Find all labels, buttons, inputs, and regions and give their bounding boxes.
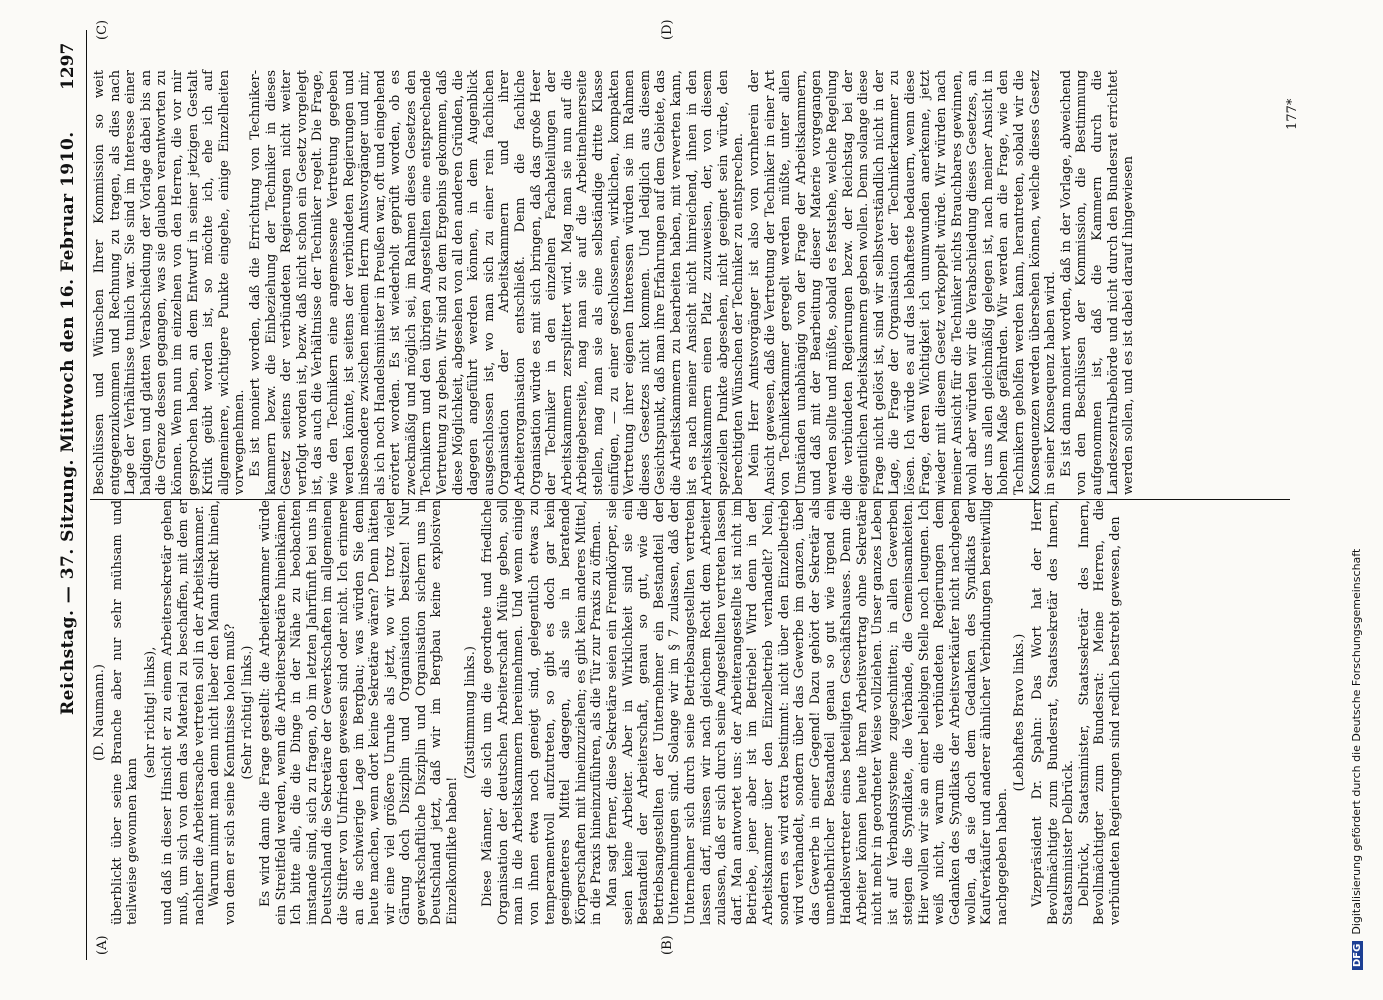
paragraph: überblickt über seine Branche aber nur sehr mühsam und teilweise gewonnen kann (109, 500, 141, 925)
paragraph: Es wird dann die Frage gestellt: die Arbeiterkammer würde ein Streitfeld werden, wenn die Arbeitersekretäre hineinkämen. Ich bitte alle, die die Dinge in der Nähe zu beobachten imstande sind, sich zu fragen, ob im letzten Jahrfünft bei uns in Deutschland die Sekretäre der Gewerkschaften im allgemeinen die Stifter von Unfrieden gewesen sind oder nicht. Ich erinnere an die schwierige Lage im Bergbau; was würden Sie denn heute machen, wenn dort keine Sekretäre wären? Denn hätten wir eine viel größere Unruhe als jetzt, wo wir trotz vieler Gärung doch Disziplin und Organisation besitzen! Nur gewerkschaftliche Disziplin und Organisation sichern uns in Deutschland jetzt, daß wir im Bergbau keine explosiven Einzelkonflikte haben! (257, 500, 461, 925)
interjection: (Sehr richtig! links.) (240, 645, 256, 780)
paragraph: Vizepräsident Dr. Spahn: Das Wort hat der Herr Bevollmächtigte zum Bundesrat, Staatssekretär des Innern, Staatsminister Delbrück. (1030, 500, 1077, 925)
paragraph: und daß in dieser Hinsicht er zu einem Arbeitersekretär gehen muß, um sich von dem das Material zu beschaffen, mit dem er nachher die Arbeitersache vertreten soll in der Arbeitskammer. (160, 500, 207, 925)
paragraph: Es ist moniert worden, daß die Errichtung von Technikerkammern bezw. die Einbeziehung der Techniker in dieses Gesetz seitens der verbündeten Regierungen nicht weiter verfolgt worden ist, bezw. daß nicht schon ein Gesetz vorgelegt ist, das auch die Verhältnisse der Techniker regelt. Die Frage, wie den Technikern eine angemessene Vertretung gegeben werden könnte, ist seitens der verbündeten Regierungen und insbesondere zwischen meinem Herrn Amtsvorgänger und mir, als ich noch Handelsminister in Preußen war, oft und eingehend erörtert worden. Es ist wiederholt geprüft worden, ob es zweckmäßig und möglich sei, im Rahmen dieses Gesetzes den Technikern und den übrigen Angestellten eine entsprechende Vertretung zu geben. Wir sind zu dem Ergebnis gekommen, daß diese Möglichkeit, abgesehen von all den anderen Gründen, die dagegen angeführt werden können, in dem Augenblick ausgeschlossen ist, wo man sich zu einer rein fachlichen Organisation der Arbeitskammern und ihrer Arbeiterorganisation entschließt. Denn die fachliche Organisation würde es mit sich bringen, daß das große Heer der Techniker in den einzelnen Fachabteilungen der Arbeitskammern zersplittert wird. Mag man sie nun auf die Arbeitgeberseite, mag man sie auf die Arbeitnehmerseite stellen, mag man sie als eine selbständige dritte Klasse einfügen, — zu einer geschlossenen, wirklichen, kompakten Vertretung ihrer eigenen Interessen würden sie im Rahmen dieses Gesetzes nicht kommen. Und lediglich aus diesem Gesichtspunkt, daß man ihre Erfahrungen auf dem Gebiete, das die Arbeitskammern zu bearbeiten haben, mit verwerten kann, ist es nach meiner Ansicht nicht hinreichend, ihnen in den Arbeitskammern einen Platz zuzuweisen, der, von diesem speziellen Punkte abgesehen, nicht geeignet sein würde, den berechtigten Wünschen der Techniker zu entsprechen. (247, 70, 747, 495)
paragraph: Mein Herr Amtsvorgänger ist also von vornherein der Ansicht gewesen, daß die Vertretung der Techniker in einer Art von Technikerkammer geregelt werden müßte, unter allen Umständen unabhängig von der Frage der Arbeitskammern, und daß mit der Bearbeitung dieser Materie vorgegangen werden sollte und müßte, sobald es feststehe, welche Regelung die verbündeten Regierungen bezw. der Reichstag bei der eigentlichen Arbeitskammern geben wollen. Denn solange diese Frage nicht gelöst ist, sind wir selbstverständlich nicht in der Lage, die Frage der Organisation der Technikerkammer zu lösen. Ich würde es auf das lebhafteste bedauern, wenn diese Frage, deren Wichtigkeit ich unumwunden anerkenne, jetzt wieder mit diesem Gesetz verkoppelt würde. Wir würden nach meiner Ansicht für die Techniker nichts Brauchbares gewinnen, wohl aber würden wir die Verabschiedung dieses Gesetzes, an der uns allen gleichmäßig gelegen ist, nach meiner Ansicht in hohem Maße gefährden. Wir werden an die Frage, wie den Technikern geholfen werden kann, herantreten, sobald wir die Konsequenzen werden übersehen können, welche dieses Gesetz in seiner Konsequenz haben wird. (746, 70, 1059, 495)
paragraph: Warum nimmt man denn nicht lieber den Mann direkt hinein, von dem er sich seine Kenntnisse holen muß? (207, 500, 238, 925)
margin-marker-c: (C) (95, 19, 110, 40)
running-title: Reichstag. — 37. Sitzung. Mittwoch den 16. Februar 1910. (58, 131, 78, 715)
signature-mark: 177* (1285, 98, 1300, 130)
interjection: (Zustimmung links.) (462, 646, 478, 779)
page-number: 1297 (58, 42, 78, 90)
paragraph: Es ist dann moniert worden, daß in der Vorlage, abweichend von den Beschlüssen der Kommission, die Bestimmung aufgenommen ist, daß die Kammern durch die Landeszentralbehörde und nicht durch den Bundesrat errichtet werden sollen, und es ist dabei darauf hingewiesen (1058, 70, 1137, 495)
interjection: (sehr richtig! links), (142, 646, 158, 779)
margin-marker-a: (A) (95, 935, 110, 955)
paragraph: Delbrück, Staatsminister, Staatssekretär des Innern, Bevollmächtigter zum Bundesrat: Meine Herren, die verbündeten Regierungen sind redlich bestrebt gewesen, den (1076, 500, 1123, 925)
margin-marker-b: (B) (660, 935, 675, 955)
header-rule (86, 30, 87, 960)
paragraph: Man sagt ferner, diese Sekretäre seien ein Fremdkörper, sie seien keine Arbeiter. Aber in Wirklichkeit sind sie ein Bestandteil der Arbeiterschaft, genau so gut, wie die Betriebsangestellten der Unternehmer ein Bestandteil der Unternehmungen sind. Solange wir im § 7 zulassen, daß der Unternehmer sich durch seine Betriebsangestellten vertreten lassen darf, müssen wir nach gleichem Recht dem Arbeiter zulassen, daß er sich durch seine Angestellten vertreten lassen darf. Man antwortet uns: der Arbeiterangestellte ist nicht im Betriebe, jener aber ist im Betriebe! Wird denn in der Arbeitskammer über den Einzelbetrieb verhandelt? Nein, sondern es wird extra bestimmt: nicht über den Einzelbetrieb wird verhandelt, sondern über das Gewerbe im ganzen, über das Gewerbe in einer Gegend! Dazu gehört der Sekretär als unentbehrlicher Bestandteil genau so gut wie irgend ein Handelsvertreter eines beteiligten Geschäftshauses. Denn die Arbeiter können heute ihren Arbeitsvertrag ohne Sekretäre nicht mehr in geordneter Weise vollziehen. Unser ganzes Leben ist auf Verbandssysteme zugeschnitten; in allen Gewerben steigen die Syndikate, die Verbände, die Gemeinsamkeiten. Hier wollen wir sie an einer beliebigen Stelle noch leugnen. Ich weiß nicht, warum die verbündeten Regierungen dem Gedanken des Syndikats der Arbeitsverkäufer nicht nachgeben wollen, da sie doch dem Gedanken des Syndikats der Kaufverkäufer und anderer ähnlicher Verbindungen bereitwillig nachgegeben haben. (605, 500, 1010, 925)
margin-marker-d: (D) (660, 19, 675, 40)
paragraph: Beschlüssen und Wünschen Ihrer Kommission so weit entgegenzukommen und Rechnung zu tragen, als dies nach Lage der Verhältnisse tunlich war. Sie sind im Interesse einer baldigen und glatten Verabschiedung der Vorlage dabei bis an die Grenze dessen gegangen, was sie glauben verantworten zu können. Wenn nun im einzelnen von den Herren, die vor mir gesprochen haben, an dem Entwurf in seiner jetzigen Gestalt Kritik geübt worden ist, so möchte ich, ehe ich auf allgemeinere, wichtigere Punkte eingehe, einige Einzelheiten vorwegnehmen. (92, 70, 248, 495)
left-column (92, 500, 1292, 925)
paragraph: Diese Männer, die sich um die geordnete und friedliche Organisation der deutschen Arbeiterschaft Mühe geben, soll man in die Arbeitskammern hereinnehmen. Und wenn einige von ihnen etwa noch geneigt sind, gelegentlich etwas zu temperamentvoll aufzutreten, so gibt es doch gar kein geeigneteres Mittel dagegen, als sie in beratende Körperschaften mit hineinzuziehen; es gibt kein anderes Mittel, in die Praxis hineinzuführen, als die Tür zur Praxis zu öffnen. (480, 500, 605, 925)
interjection: (Lebhaftes Bravo links.) (1012, 633, 1028, 792)
speaker-tag: (D. Naumann.) (92, 664, 107, 761)
credit-text: Digitalisierung gefördert durch die Deutsche Forschungsgemeinschaft (1350, 548, 1363, 935)
digitization-credit (1350, 549, 1363, 970)
page-header (58, 30, 86, 960)
right-column (92, 70, 1292, 495)
column-divider (90, 499, 1290, 500)
dfg-logo: DFG (1352, 941, 1363, 970)
